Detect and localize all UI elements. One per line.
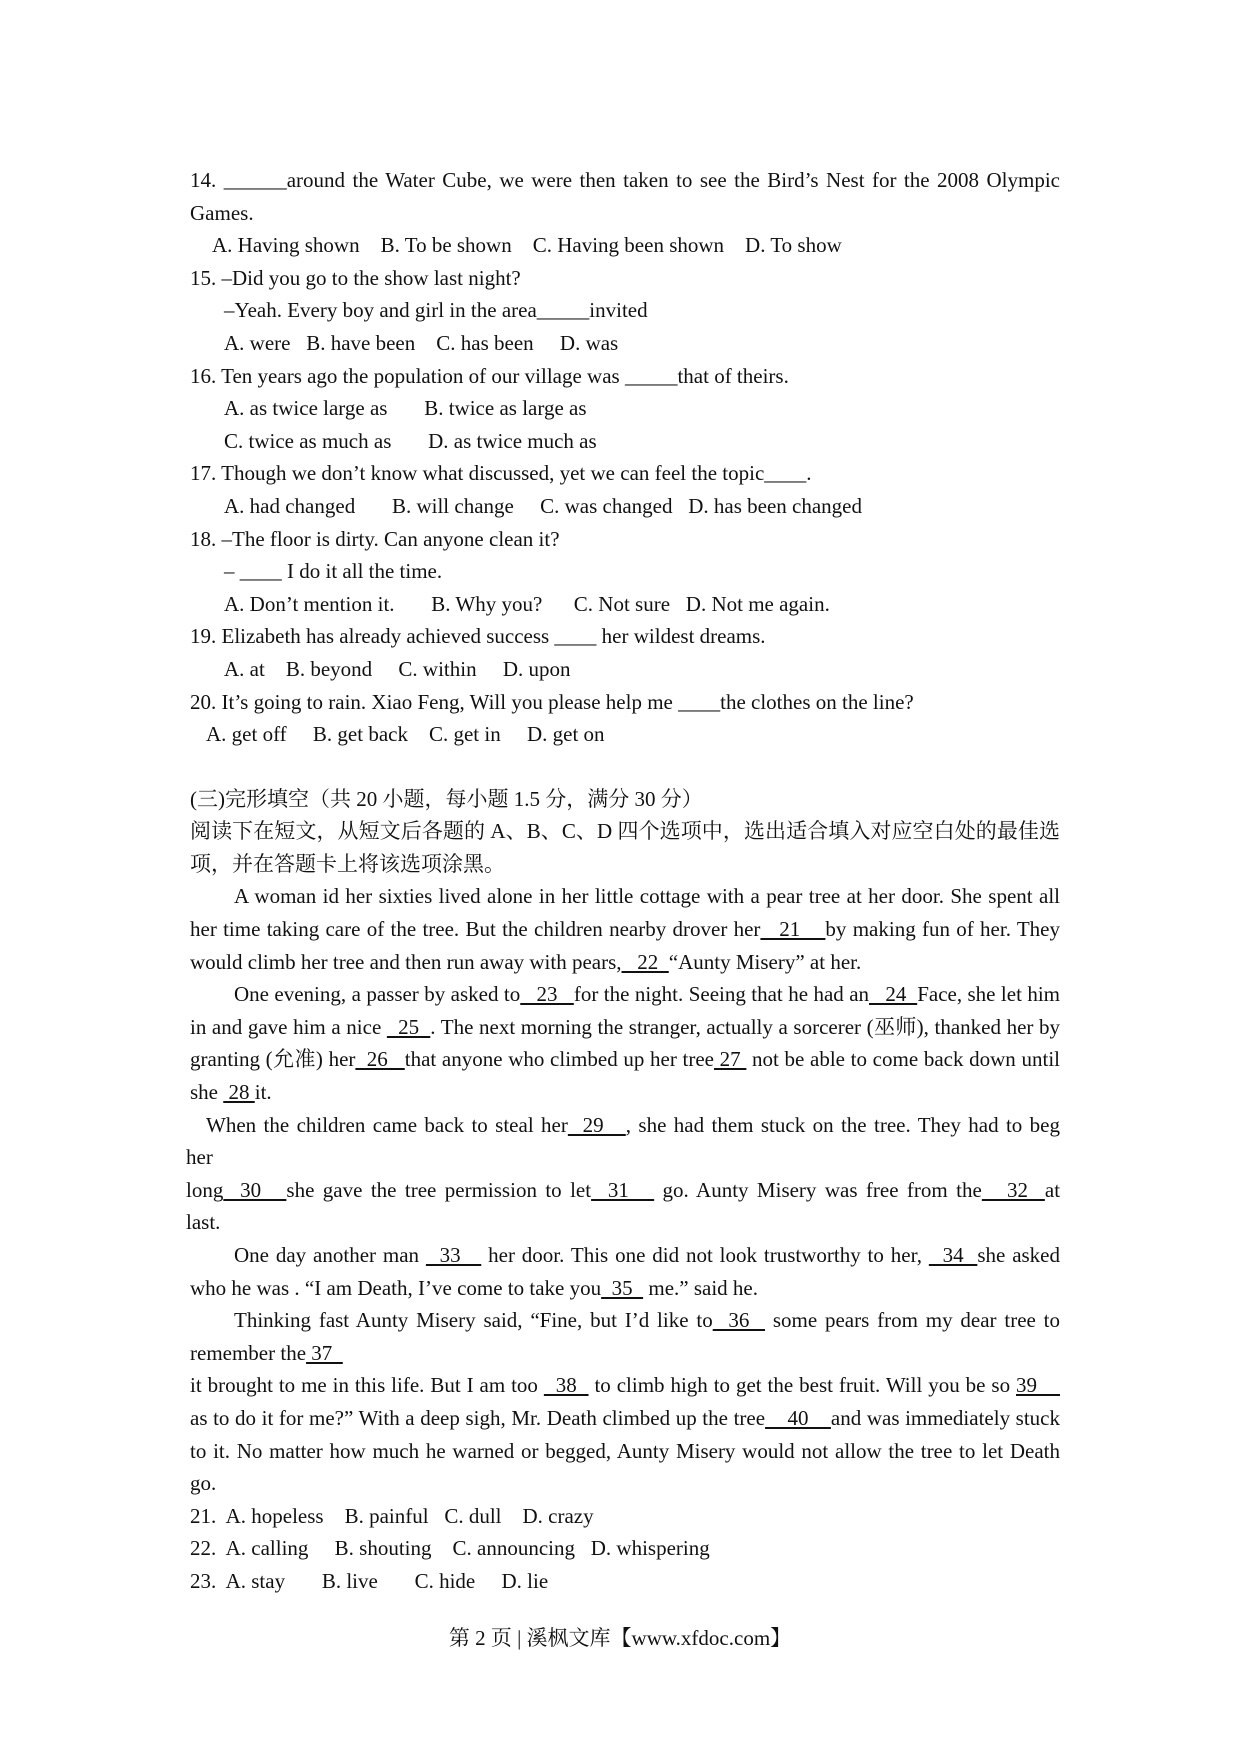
passage-paragraph-5-part-1 bbox=[190, 1304, 1060, 1369]
passage-text: One evening, a passer by asked to bbox=[234, 982, 521, 1007]
question-20-options: A. get off B. get back C. get in D. get on bbox=[206, 722, 605, 747]
question-17-stem: 17. Though we don’t know what discussed, yet we can feel the topic____. bbox=[190, 461, 812, 486]
passage-text: “Aunty Misery” at her. bbox=[668, 949, 862, 974]
passage-text: Thinking fast Aunty Misery said, “Fine, but I’d like to bbox=[234, 1308, 713, 1333]
question-14-stem: 14. ______around the Water Cube, we were then taken to see the Bird’s Nest for the 2008 Olympic Games. bbox=[190, 168, 1060, 225]
question-15-stem: 15. –Did you go to the show last night? bbox=[190, 265, 521, 290]
passage-paragraph-3-line-4: last. bbox=[186, 1210, 221, 1235]
passage-text: and was immediately stuck to it. No matter how much he warned or begged, Aunty Misery would not allow the tree to let Death go. bbox=[190, 1405, 1061, 1496]
passage-text: by making fun of her. They would climb her tree and then run away with pears, bbox=[190, 917, 1060, 974]
page-footer: 第 2 页 | 溪枫文库【www.xfdoc.com】 bbox=[448, 1626, 792, 1650]
passage-text: long bbox=[186, 1177, 224, 1202]
passage-text: . The next morning the stranger, actually a sorcerer (巫师), thanked her by granting (允准) her bbox=[190, 1014, 1061, 1072]
blank-29: 29 bbox=[567, 1112, 626, 1137]
blank-21: 21 bbox=[760, 917, 826, 942]
passage-text: me.” said he. bbox=[643, 1275, 758, 1300]
blank-35: 35 bbox=[601, 1275, 644, 1300]
section-3-heading: (三)完形填空（共 20 小题，每小题 1.5 分，满分 30 分） bbox=[190, 786, 703, 811]
blank-26: 26 bbox=[355, 1047, 405, 1072]
passage-text: One day another man bbox=[234, 1243, 426, 1267]
passage-text: she asked who he was . “I am Death, I’ve come to take you bbox=[190, 1243, 1061, 1300]
passage-paragraph-3-line-1 bbox=[186, 1109, 1060, 1142]
passage-paragraph-2 bbox=[190, 978, 1060, 1108]
passage-text: it. bbox=[254, 1080, 272, 1105]
question-18-options: A. Don’t mention it. B. Why you? C. Not sure D. Not me again. bbox=[224, 591, 830, 616]
blank-37: 37 bbox=[306, 1340, 343, 1365]
passage-paragraph-4 bbox=[190, 1239, 1060, 1304]
section-3-instruction: 阅读下在短文，从短文后各题的 A、B、C、D 四个选项中，选出适合填入对应空白处的最佳选项，并在答题卡上将该选项涂黑。 bbox=[190, 819, 1060, 876]
document-page bbox=[186, 164, 1061, 1598]
blank-33: 33 bbox=[425, 1243, 482, 1267]
question-19-stem: 19. Elizabeth has already achieved success ____ her wildest dreams. bbox=[190, 624, 766, 649]
blank-36: 36 bbox=[712, 1308, 765, 1333]
question-18-stem: 18. –The floor is dirty. Can anyone clean it? bbox=[190, 526, 560, 551]
question-14-options: A. Having shown B. To be shown C. Having been shown D. To show bbox=[212, 233, 842, 258]
passage-text: go. Aunty Misery was free from the bbox=[654, 1177, 982, 1202]
blank-23: 23 bbox=[520, 982, 574, 1007]
passage-paragraph-1 bbox=[190, 880, 1060, 978]
blank-31: 31 bbox=[591, 1177, 655, 1202]
blank-34: 34 bbox=[928, 1243, 978, 1267]
passage-text: not be able to come back down until she bbox=[190, 1047, 1060, 1105]
passage-text: , she had them stuck on the tree. They had to beg bbox=[625, 1112, 1060, 1137]
passage-paragraph-3-line-3 bbox=[186, 1174, 1060, 1207]
passage-text: for the night. Seeing that he had an bbox=[573, 982, 870, 1007]
blank-40: 40 bbox=[765, 1405, 831, 1430]
blank-30: 30 bbox=[223, 1177, 287, 1202]
blank-38: 38 bbox=[543, 1373, 589, 1398]
passage-text: at bbox=[1044, 1177, 1061, 1202]
passage-text: that anyone who climbed up her tree bbox=[404, 1047, 715, 1072]
answer-options-21: 21. A. hopeless B. painful C. dull D. crazy bbox=[190, 1503, 594, 1528]
blank-27: 27 bbox=[714, 1047, 747, 1072]
blank-24: 24 bbox=[869, 982, 918, 1007]
answer-options-22: 22. A. calling B. shouting C. announcing D. whispering bbox=[190, 1536, 710, 1561]
question-15-reply: –Yeah. Every boy and girl in the area_____invited bbox=[224, 298, 648, 323]
passage-text: it brought to me in this life. But I am too bbox=[190, 1373, 544, 1398]
question-16-options-1: A. as twice large as B. twice as large as bbox=[224, 396, 587, 421]
question-15-options: A. were B. have been C. has been D. was bbox=[224, 330, 619, 355]
question-20-stem: 20. It’s going to rain. Xiao Feng, Will you please help me ____the clothes on the line? bbox=[190, 689, 914, 714]
passage-text: her door. This one did not look trustworthy to her, bbox=[481, 1243, 929, 1267]
passage-paragraph-5-part-2 bbox=[190, 1369, 1060, 1499]
blank-22: 22 bbox=[621, 949, 669, 974]
passage-text: as to do it for me?” With a deep sigh, Mr. Death climbed up the tree bbox=[190, 1405, 766, 1430]
passage-text: When the children came back to steal her bbox=[206, 1112, 568, 1137]
blank-28: 28 bbox=[223, 1080, 255, 1105]
question-19-options: A. at B. beyond C. within D. upon bbox=[224, 656, 571, 681]
question-16-stem: 16. Ten years ago the population of our village was _____that of theirs. bbox=[190, 363, 789, 388]
question-17-options: A. had changed B. will change C. was changed D. has been changed bbox=[224, 493, 862, 518]
passage-text: Face, she let him in and gave him a nice bbox=[190, 982, 1061, 1039]
spacer bbox=[190, 751, 1060, 783]
blank-32: 32 bbox=[981, 1177, 1045, 1202]
passage-paragraph-3-line-2: her bbox=[186, 1145, 213, 1170]
passage-text: she gave the tree permission to let bbox=[286, 1177, 592, 1202]
question-18-reply: – ____ I do it all the time. bbox=[224, 559, 443, 584]
passage-text: some pears from my dear tree to remember the bbox=[190, 1308, 1060, 1365]
answer-options-23: 23. A. stay B. live C. hide D. lie bbox=[190, 1568, 549, 1593]
passage-text: to climb high to get the best fruit. Will you be so bbox=[588, 1373, 1016, 1398]
question-16-options-2: C. twice as much as D. as twice much as bbox=[224, 428, 597, 453]
blank-39: 39 bbox=[1016, 1373, 1061, 1398]
passage-text: A woman id her sixties lived alone in her little cottage with a pear tree at her door. She spent all her time taking care of the tree. But the children nearby drover her bbox=[190, 884, 1060, 942]
blank-25: 25 bbox=[386, 1014, 431, 1039]
